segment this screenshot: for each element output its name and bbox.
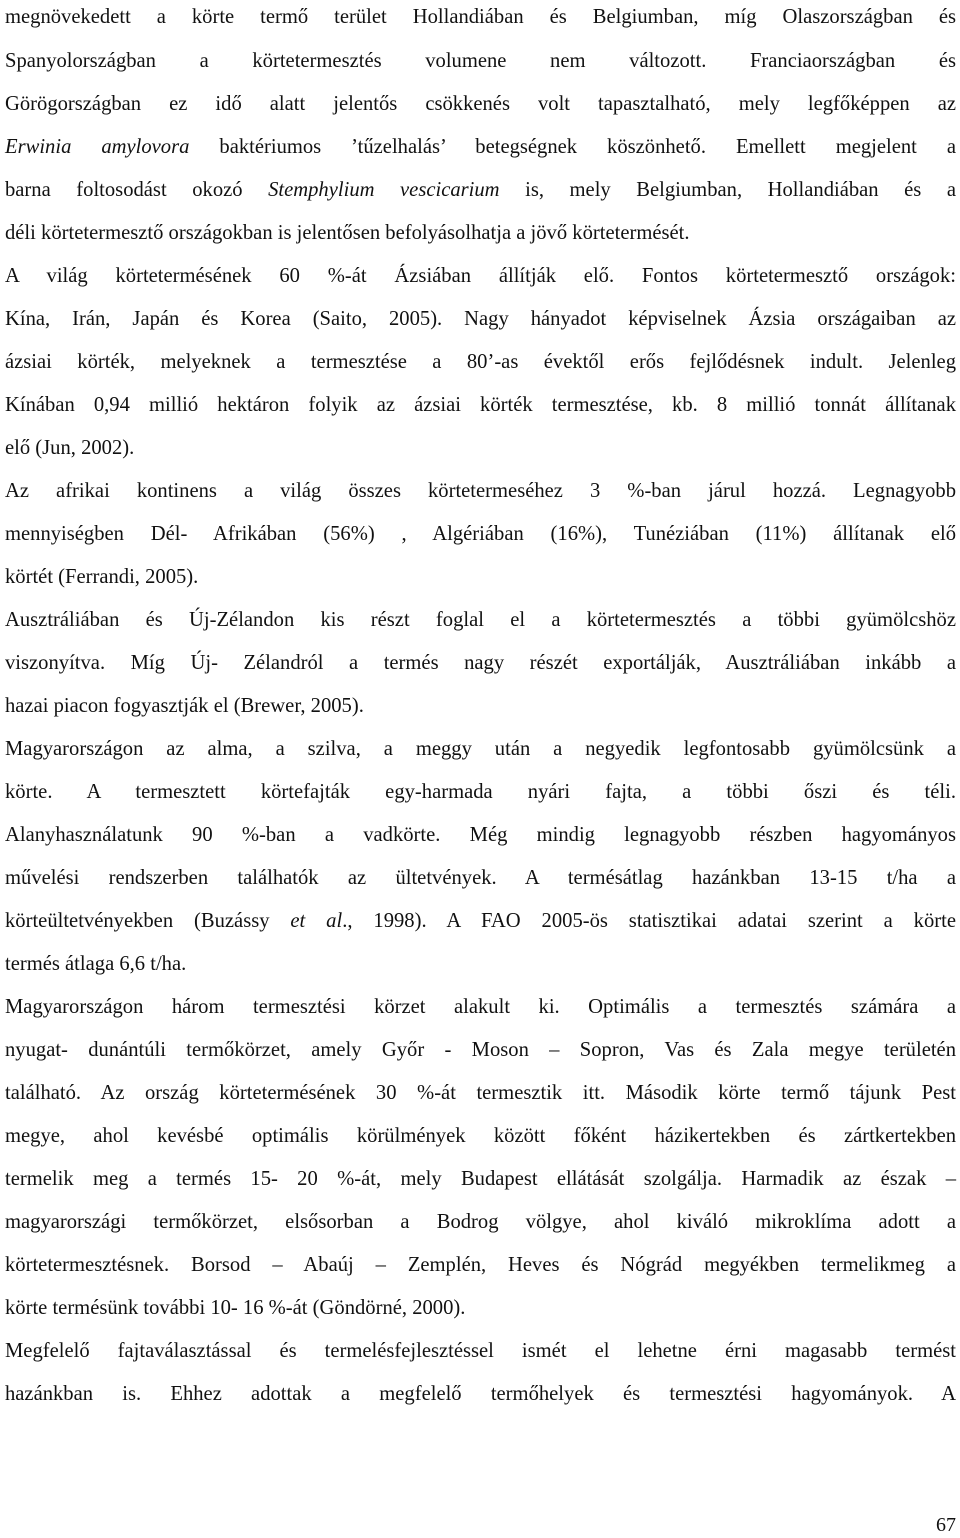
text-segment: körtetermesztésnek. Borsod – Abaúj – Zemplén, Heves és Nógrád megyékben termelikmeg a [5, 1254, 956, 1276]
text-segment: ázsiai körték, melyeknek a termesztése a 80’-as évektől erős fejlődésnek indult. Jelenleg [5, 351, 956, 373]
italic-term: Erwinia amylovora [5, 136, 190, 158]
text-segment: nyugat- dunántúli termőkörzet, amely Győr - Moson – Sopron, Vas és Zala megye területén [5, 1039, 956, 1061]
text-line [5, 433, 956, 463]
text-segment: megye, ahol kevésbé optimális körülmények között főként házikertekben és zártkertekben [5, 1125, 956, 1147]
text-segment: Kínában 0,94 millió hektáron folyik az ázsiai körték termesztése, kb. 8 millió tonnát állítanak [5, 394, 956, 416]
text-line [5, 1379, 956, 1409]
text-segment: hazai piacon fogyasztják el (Brewer, 2005). [5, 695, 364, 717]
text-line [5, 605, 956, 635]
text-segment: déli körtetermesztő országokban is jelentősen befolyásolhatja a jövő körtetermését. [5, 222, 690, 244]
text-line [5, 519, 956, 549]
text-segment: is, mely Belgiumban, Hollandiában és a [499, 179, 956, 201]
text-segment: körteültetvényekben (Buzássy [5, 910, 291, 932]
text-segment: Magyarországon három termesztési körzet alakult ki. Optimális a termesztés számára a [5, 996, 956, 1018]
text-segment: elő (Jun, 2002). [5, 437, 135, 459]
text-segment: Spanyolországban a körtetermesztés volumene nem változott. Franciaországban és [5, 50, 956, 72]
text-line [5, 46, 956, 76]
text-segment: Kína, Irán, Japán és Korea (Saito, 2005). Nagy hányadot képviselnek Ázsia országaiban az [5, 308, 956, 330]
text-segment: Görögországban ez idő alatt jelentős csökkenés volt tapasztalható, mely legfőképpen az [5, 93, 956, 115]
text-segment: A világ körtetermésének 60 %-át Ázsiában állítják elő. Fontos körtetermesztő országok: [5, 265, 956, 287]
text-line [5, 390, 956, 420]
text-line [5, 476, 956, 506]
text-line [5, 261, 956, 291]
text-line [5, 734, 956, 764]
text-segment: megnövekedett a körte termő terület Hollandiában és Belgiumban, míg Olaszországban és [5, 6, 956, 28]
text-segment: található. Az ország körtetermésének 30 %-át termesztik itt. Második körte termő tájunk Pest [5, 1082, 956, 1104]
text-segment: Az afrikai kontinens a világ összes körtetermeséhez 3 %-ban járul hozzá. Legnagyobb [5, 480, 956, 502]
text-segment: termés átlaga 6,6 t/ha. [5, 953, 187, 975]
text-segment: barna foltosodást okozó [5, 179, 269, 201]
text-line [5, 1078, 956, 1108]
text-segment: körtét (Ferrandi, 2005). [5, 566, 199, 588]
text-segment: művelési rendszerben találhatók az ültetvények. A termésátlag hazánkban 13-15 t/ha a [5, 867, 956, 889]
text-line [5, 863, 956, 893]
text-line [5, 1121, 956, 1151]
text-line [5, 1207, 956, 1237]
text-line [5, 1164, 956, 1194]
text-line [5, 2, 956, 32]
text-line [5, 1035, 956, 1065]
text-segment: Alanyhasználatunk 90 %-ban a vadkörte. Még mindig legnagyobb részben hagyományos [5, 824, 956, 846]
text-segment: magyarországi termőkörzet, elsősorban a Bodrog völgye, ahol kiváló mikroklíma adott a [5, 1211, 956, 1233]
text-line [5, 218, 956, 248]
text-line [5, 1293, 956, 1323]
text-segment: hazánkban is. Ehhez adottak a megfelelő termőhelyek és termesztési hagyományok. A [5, 1383, 956, 1405]
italic-term: Stemphylium vescicarium [268, 179, 500, 201]
text-line [5, 132, 956, 162]
text-line [5, 562, 956, 592]
text-segment: körte. A termesztett körtefajták egy-harmada nyári fajta, a többi őszi és téli. [5, 781, 956, 803]
text-line [5, 175, 956, 205]
text-line [5, 906, 956, 936]
page-number: 67 [936, 1514, 956, 1536]
text-segment: viszonyítva. Míg Új- Zélandról a termés nagy részét exportálják, Ausztráliában inkább a [5, 652, 956, 674]
text-segment: baktériumos ’tűzelhalás’ betegségnek köszönhető. Emellett megjelent a [189, 136, 957, 158]
text-line [5, 777, 956, 807]
text-line [5, 347, 956, 377]
text-segment: Ausztráliában és Új-Zélandon kis részt foglal el a körtetermesztés a többi gyümölcshöz [5, 609, 956, 631]
text-line [5, 89, 956, 119]
text-segment: Magyarországon az alma, a szilva, a meggy után a negyedik legfontosabb gyümölcsünk a [5, 738, 956, 760]
text-line [5, 949, 956, 979]
text-line [5, 648, 956, 678]
text-line [5, 1250, 956, 1280]
text-segment: termelik meg a termés 15- 20 %-át, mely Budapest ellátását szolgálja. Harmadik az észak – [5, 1168, 956, 1190]
text-line [5, 691, 956, 721]
text-line [5, 992, 956, 1022]
text-segment: ., 1998). A FAO 2005-ös statisztikai adatai szerint a körte [342, 910, 956, 932]
text-segment: mennyiségben Dél- Afrikában (56%) , Algériában (16%), Tunéziában (11%) állítanak elő [5, 523, 956, 545]
text-line [5, 304, 956, 334]
italic-term: et al [290, 910, 343, 932]
text-segment: Megfelelő fajtaválasztással és termelésfejlesztéssel ismét el lehetne érni magasabb termést [5, 1340, 956, 1362]
text-line [5, 1336, 956, 1366]
text-segment: körte termésünk további 10- 16 %-át (Göndörné, 2000). [5, 1297, 466, 1319]
text-line [5, 820, 956, 850]
